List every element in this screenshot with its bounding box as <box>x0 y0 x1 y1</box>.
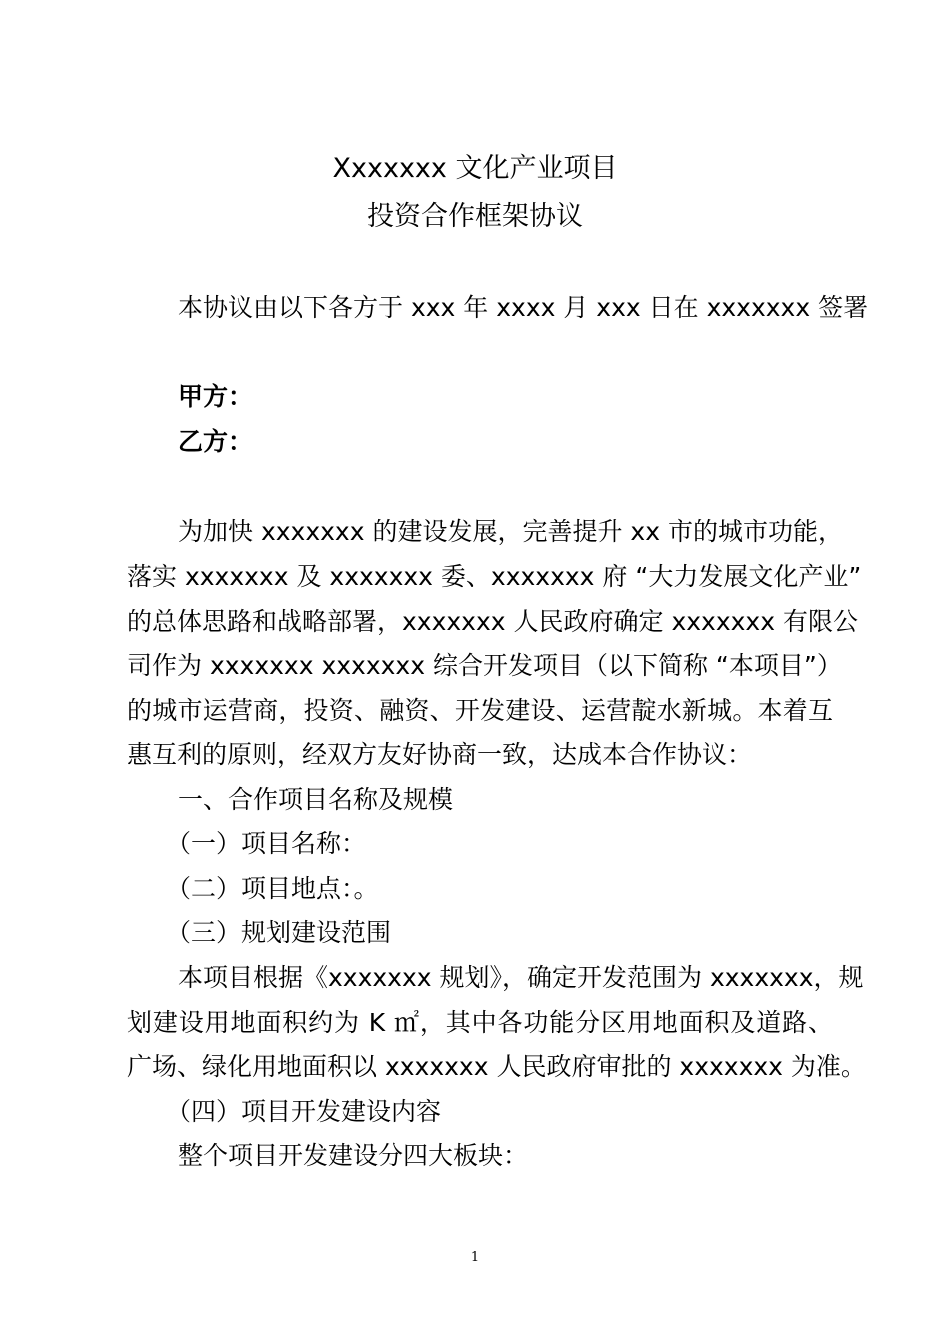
scope-paragraph-line: 广场、绿化用地面积以 xxxxxxx 人民政府审批的 xxxxxxx 为准。 <box>127 1052 866 1081</box>
document-title-line-2: 投资合作框架协议 <box>367 201 583 232</box>
party-b-label: 乙方： <box>178 427 254 456</box>
document-title-line-1: Xxxxxxx 文化产业项目 <box>332 153 618 184</box>
section-heading: 一、合作项目名称及规模 <box>178 785 454 814</box>
subsection-planning-scope: （三）规划建设范围 <box>166 918 392 947</box>
preamble-line: 落实 xxxxxxx 及 xxxxxxx 委、xxxxxxx 府 “大力发展文化产业” <box>127 562 862 591</box>
preamble-line: 司作为 xxxxxxx xxxxxxx 综合开发项目（以下简称 “本项目”） <box>127 651 842 680</box>
preamble-line: 惠互利的原则，经双方友好协商一致，达成本合作协议： <box>127 740 753 769</box>
party-a-label: 甲方： <box>178 382 254 411</box>
scope-paragraph-line: 划建设用地面积约为 K ㎡，其中各功能分区用地面积及道路、 <box>127 1008 833 1037</box>
scope-paragraph-line: 本项目根据《xxxxxxx 规划》，确定开发范围为 xxxxxxx，规 <box>178 963 864 992</box>
preamble-line: 的总体思路和战略部署，xxxxxxx 人民政府确定 xxxxxxx 有限公 <box>127 607 858 636</box>
subsection-project-name: （一）项目名称： <box>166 829 367 858</box>
preamble-line: 为加快 xxxxxxx 的建设发展，完善提升 xx 市的城市功能， <box>178 517 843 546</box>
subsection-project-location: （二）项目地点：。 <box>166 874 379 903</box>
subsection-development-content: （四）项目开发建设内容 <box>166 1097 442 1126</box>
preamble-line: 的城市运营商，投资、融资、开发建设、运营靛水新城。本着互 <box>127 696 833 725</box>
signing-statement: 本协议由以下各方于 xxx 年 xxxx 月 xxx 日在 xxxxxxx 签署 <box>178 293 869 322</box>
page-number: 1 <box>470 1250 480 1265</box>
content-intro: 整个项目开发建设分四大板块： <box>178 1141 529 1170</box>
